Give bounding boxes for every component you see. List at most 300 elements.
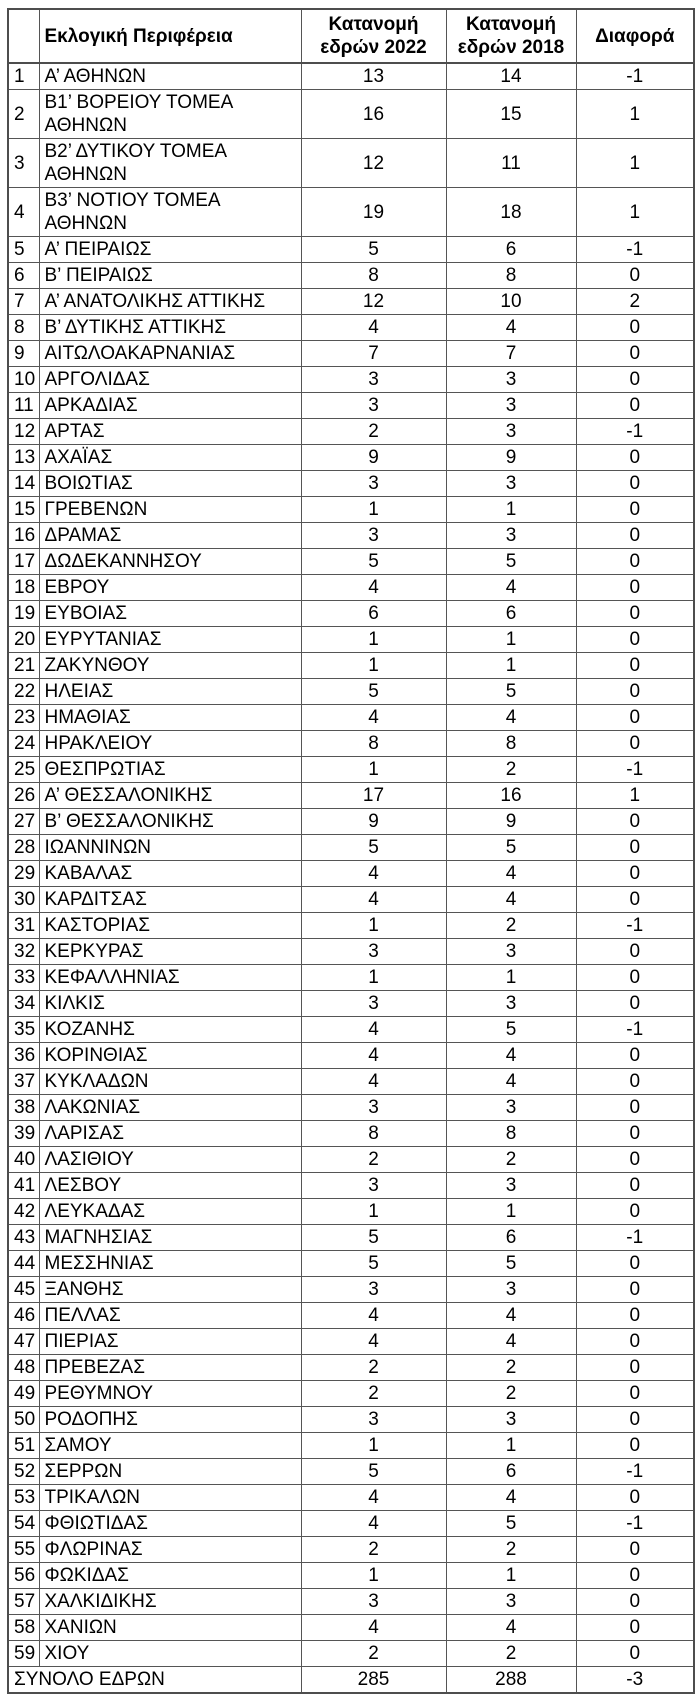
seats-2022-cell: 3 <box>301 367 446 393</box>
seats-2018-cell: 9 <box>446 809 576 835</box>
row-index-cell: 46 <box>8 1303 39 1329</box>
table-row <box>8 835 694 861</box>
row-index-cell: 56 <box>8 1563 39 1589</box>
seats-2022-cell: 1 <box>301 653 446 679</box>
seats-2022-cell: 3 <box>301 1095 446 1121</box>
col-header-seats-2018: Κατανομή εδρών 2018 <box>446 9 576 63</box>
diff-cell: 0 <box>576 549 694 575</box>
district-cell: ΜΑΓΝΗΣΙΑΣ <box>39 1225 301 1251</box>
seats-2018-cell: 5 <box>446 1511 576 1537</box>
seats-2018-cell: 16 <box>446 783 576 809</box>
table-row <box>8 809 694 835</box>
row-index-cell: 54 <box>8 1511 39 1537</box>
diff-cell: 0 <box>576 1641 694 1667</box>
diff-cell: 0 <box>576 627 694 653</box>
district-cell: ΚΑΡΔΙΤΣΑΣ <box>39 887 301 913</box>
table-row <box>8 939 694 965</box>
table-row <box>8 188 694 237</box>
seats-2018-cell: 4 <box>446 1329 576 1355</box>
seats-2022-cell: 12 <box>301 289 446 315</box>
table-row <box>8 1433 694 1459</box>
table-row <box>8 705 694 731</box>
seats-2018-cell: 9 <box>446 445 576 471</box>
row-index-cell: 51 <box>8 1433 39 1459</box>
diff-cell: 0 <box>576 679 694 705</box>
district-cell: ΑΡΓΟΛΙΔΑΣ <box>39 367 301 393</box>
district-cell: ΚΥΚΛΑΔΩΝ <box>39 1069 301 1095</box>
seats-2022-cell: 2 <box>301 1537 446 1563</box>
table-row <box>8 887 694 913</box>
table-row <box>8 90 694 139</box>
seats-2022-cell: 4 <box>301 1329 446 1355</box>
table-row <box>8 1615 694 1641</box>
seats-2022-cell: 5 <box>301 237 446 263</box>
seats-2018-cell: 5 <box>446 549 576 575</box>
district-cell: ΕΒΡΟΥ <box>39 575 301 601</box>
seats-2022-cell: 5 <box>301 1225 446 1251</box>
diff-cell: 1 <box>576 188 694 237</box>
seats-2022-cell: 4 <box>301 575 446 601</box>
seats-2022-cell: 3 <box>301 471 446 497</box>
table-row <box>8 1511 694 1537</box>
seats-2022-cell: 1 <box>301 1563 446 1589</box>
table-row <box>8 1251 694 1277</box>
district-cell: ΛΑΣΙΘΙΟΥ <box>39 1147 301 1173</box>
col-header-index <box>8 9 39 63</box>
diff-cell: 0 <box>576 731 694 757</box>
district-cell: Α’ ΑΝΑΤΟΛΙΚΗΣ ΑΤΤΙΚΗΣ <box>39 289 301 315</box>
table-row <box>8 139 694 188</box>
seats-2018-cell: 4 <box>446 1043 576 1069</box>
district-cell: ΖΑΚΥΝΘΟΥ <box>39 653 301 679</box>
district-cell: ΑΡΤΑΣ <box>39 419 301 445</box>
row-index-cell: 10 <box>8 367 39 393</box>
seats-2022-cell: 5 <box>301 1459 446 1485</box>
table-row <box>8 419 694 445</box>
seats-2018-cell: 3 <box>446 1589 576 1615</box>
district-cell: Α’ ΘΕΣΣΑΛΟΝΙΚΗΣ <box>39 783 301 809</box>
diff-cell: -1 <box>576 757 694 783</box>
table-row <box>8 1459 694 1485</box>
row-index-cell: 59 <box>8 1641 39 1667</box>
district-cell: ΣΕΡΡΩΝ <box>39 1459 301 1485</box>
seats-2018-cell: 1 <box>446 627 576 653</box>
row-index-cell: 33 <box>8 965 39 991</box>
seat-distribution-table <box>7 8 695 1694</box>
diff-cell: 0 <box>576 965 694 991</box>
seats-2018-cell: 5 <box>446 679 576 705</box>
table-row <box>8 263 694 289</box>
seats-2018-cell: 2 <box>446 1381 576 1407</box>
seats-2022-cell: 4 <box>301 1043 446 1069</box>
diff-cell: 0 <box>576 809 694 835</box>
row-index-cell: 25 <box>8 757 39 783</box>
diff-cell: -1 <box>576 237 694 263</box>
diff-cell: 0 <box>576 601 694 627</box>
seats-2018-cell: 14 <box>446 63 576 90</box>
diff-cell: 0 <box>576 1589 694 1615</box>
district-cell: ΚΕΦΑΛΛΗΝΙΑΣ <box>39 965 301 991</box>
table-row <box>8 63 694 90</box>
row-index-cell: 21 <box>8 653 39 679</box>
district-cell: ΡΕΘΥΜΝΟΥ <box>39 1381 301 1407</box>
seats-2018-cell: 5 <box>446 835 576 861</box>
row-index-cell: 5 <box>8 237 39 263</box>
row-index-cell: 26 <box>8 783 39 809</box>
seats-2018-cell: 10 <box>446 289 576 315</box>
table-row <box>8 653 694 679</box>
row-index-cell: 1 <box>8 63 39 90</box>
row-index-cell: 38 <box>8 1095 39 1121</box>
seats-2022-cell: 2 <box>301 1147 446 1173</box>
row-index-cell: 9 <box>8 341 39 367</box>
diff-cell: 0 <box>576 1329 694 1355</box>
diff-cell: 0 <box>576 1303 694 1329</box>
seats-2022-cell: 3 <box>301 1173 446 1199</box>
table-row <box>8 341 694 367</box>
diff-cell: 0 <box>576 1277 694 1303</box>
district-cell: ΠΕΛΛΑΣ <box>39 1303 301 1329</box>
seats-2022-cell: 1 <box>301 627 446 653</box>
seats-2022-cell: 19 <box>301 188 446 237</box>
district-cell: ΗΡΑΚΛΕΙΟΥ <box>39 731 301 757</box>
seats-2018-cell: 3 <box>446 939 576 965</box>
seats-2018-cell: 1 <box>446 1199 576 1225</box>
table-row <box>8 237 694 263</box>
district-cell: ΤΡΙΚΑΛΩΝ <box>39 1485 301 1511</box>
table-row <box>8 601 694 627</box>
diff-cell: 0 <box>576 653 694 679</box>
seats-2018-cell: 3 <box>446 1277 576 1303</box>
diff-cell: 0 <box>576 1069 694 1095</box>
district-cell: ΕΥΒΟΙΑΣ <box>39 601 301 627</box>
district-cell: ΕΥΡΥΤΑΝΙΑΣ <box>39 627 301 653</box>
seats-2022-cell: 13 <box>301 63 446 90</box>
table-row <box>8 731 694 757</box>
diff-cell: 2 <box>576 289 694 315</box>
district-cell: Β’ ΔΥΤΙΚΗΣ ΑΤΤΙΚΗΣ <box>39 315 301 341</box>
district-cell: ΔΡΑΜΑΣ <box>39 523 301 549</box>
seats-2018-cell: 15 <box>446 90 576 139</box>
district-cell: ΓΡΕΒΕΝΩΝ <box>39 497 301 523</box>
seats-2018-cell: 1 <box>446 653 576 679</box>
row-index-cell: 31 <box>8 913 39 939</box>
seats-2022-cell: 5 <box>301 679 446 705</box>
seats-2022-cell: 2 <box>301 1381 446 1407</box>
row-index-cell: 53 <box>8 1485 39 1511</box>
seats-2018-cell: 4 <box>446 1303 576 1329</box>
table-row <box>8 679 694 705</box>
row-index-cell: 3 <box>8 139 39 188</box>
district-cell: ΚΟΖΑΝΗΣ <box>39 1017 301 1043</box>
row-index-cell: 48 <box>8 1355 39 1381</box>
diff-cell: -1 <box>576 419 694 445</box>
district-cell: ΚΕΡΚΥΡΑΣ <box>39 939 301 965</box>
header-row <box>8 9 694 63</box>
district-cell: ΛΑΡΙΣΑΣ <box>39 1121 301 1147</box>
diff-cell: -1 <box>576 1459 694 1485</box>
table-row <box>8 1095 694 1121</box>
diff-cell: -1 <box>576 1017 694 1043</box>
seats-2018-cell: 4 <box>446 1615 576 1641</box>
diff-cell: 0 <box>576 445 694 471</box>
seats-2022-cell: 3 <box>301 991 446 1017</box>
table-row <box>8 289 694 315</box>
seats-2018-cell: 3 <box>446 471 576 497</box>
district-cell: Β1’ ΒΟΡΕΙΟΥ ΤΟΜΕΑ ΑΘΗΝΩΝ <box>39 90 301 139</box>
row-index-cell: 43 <box>8 1225 39 1251</box>
diff-cell: 0 <box>576 1199 694 1225</box>
diff-cell: 1 <box>576 139 694 188</box>
diff-cell: 1 <box>576 783 694 809</box>
district-cell: ΒΟΙΩΤΙΑΣ <box>39 471 301 497</box>
row-index-cell: 27 <box>8 809 39 835</box>
seats-2022-cell: 5 <box>301 835 446 861</box>
seats-2022-cell: 17 <box>301 783 446 809</box>
seats-2022-cell: 8 <box>301 263 446 289</box>
seats-2022-cell: 16 <box>301 90 446 139</box>
diff-cell: -1 <box>576 1225 694 1251</box>
seats-2022-cell: 1 <box>301 1433 446 1459</box>
seats-2018-cell: 1 <box>446 1563 576 1589</box>
seats-2022-cell: 6 <box>301 601 446 627</box>
diff-cell: 0 <box>576 1251 694 1277</box>
table-row <box>8 783 694 809</box>
seats-2022-cell: 4 <box>301 1511 446 1537</box>
seats-2018-cell: 11 <box>446 139 576 188</box>
seats-2018-cell: 2 <box>446 1355 576 1381</box>
seats-2018-cell: 6 <box>446 601 576 627</box>
row-index-cell: 37 <box>8 1069 39 1095</box>
row-index-cell: 55 <box>8 1537 39 1563</box>
seats-2022-cell: 5 <box>301 549 446 575</box>
diff-cell: 0 <box>576 497 694 523</box>
row-index-cell: 16 <box>8 523 39 549</box>
diff-cell: 0 <box>576 393 694 419</box>
district-cell: ΚΑΣΤΟΡΙΑΣ <box>39 913 301 939</box>
table-row <box>8 549 694 575</box>
district-cell: ΑΡΚΑΔΙΑΣ <box>39 393 301 419</box>
table-row <box>8 627 694 653</box>
diff-cell: 0 <box>576 861 694 887</box>
diff-cell: 0 <box>576 991 694 1017</box>
seats-2022-cell: 9 <box>301 809 446 835</box>
seats-2018-cell: 18 <box>446 188 576 237</box>
seats-2022-cell: 9 <box>301 445 446 471</box>
district-cell: Α’ ΠΕΙΡΑΙΩΣ <box>39 237 301 263</box>
total-difference: -3 <box>576 1667 694 1694</box>
district-cell: ΧΑΝΙΩΝ <box>39 1615 301 1641</box>
table-row <box>8 1485 694 1511</box>
district-cell: ΡΟΔΟΠΗΣ <box>39 1407 301 1433</box>
district-cell: ΦΛΩΡΙΝΑΣ <box>39 1537 301 1563</box>
table-body <box>8 63 694 1667</box>
seats-2018-cell: 3 <box>446 991 576 1017</box>
seats-2018-cell: 5 <box>446 1251 576 1277</box>
district-cell: ΚΙΛΚΙΣ <box>39 991 301 1017</box>
col-header-difference: Διαφορά <box>576 9 694 63</box>
seats-2018-cell: 6 <box>446 237 576 263</box>
seats-2018-cell: 3 <box>446 367 576 393</box>
table-row <box>8 497 694 523</box>
row-index-cell: 29 <box>8 861 39 887</box>
table-row <box>8 393 694 419</box>
district-cell: ΠΙΕΡΙΑΣ <box>39 1329 301 1355</box>
row-index-cell: 32 <box>8 939 39 965</box>
table-row <box>8 965 694 991</box>
row-index-cell: 36 <box>8 1043 39 1069</box>
row-index-cell: 58 <box>8 1615 39 1641</box>
seats-2018-cell: 4 <box>446 1069 576 1095</box>
district-cell: ΑΙΤΩΛΟΑΚΑΡΝΑΝΙΑΣ <box>39 341 301 367</box>
diff-cell: 0 <box>576 1147 694 1173</box>
table-row <box>8 445 694 471</box>
district-cell: ΗΜΑΘΙΑΣ <box>39 705 301 731</box>
table-row <box>8 913 694 939</box>
seats-2022-cell: 2 <box>301 1641 446 1667</box>
district-cell: ΦΘΙΩΤΙΔΑΣ <box>39 1511 301 1537</box>
seats-2018-cell: 1 <box>446 497 576 523</box>
district-cell: ΞΑΝΘΗΣ <box>39 1277 301 1303</box>
diff-cell: 0 <box>576 575 694 601</box>
seats-2022-cell: 7 <box>301 341 446 367</box>
row-index-cell: 44 <box>8 1251 39 1277</box>
table-row <box>8 1043 694 1069</box>
table-row <box>8 1407 694 1433</box>
row-index-cell: 4 <box>8 188 39 237</box>
seats-2018-cell: 2 <box>446 757 576 783</box>
row-index-cell: 18 <box>8 575 39 601</box>
diff-cell: 0 <box>576 1121 694 1147</box>
table-row <box>8 1069 694 1095</box>
district-cell: ΚΟΡΙΝΘΙΑΣ <box>39 1043 301 1069</box>
district-cell: ΛΕΥΚΑΔΑΣ <box>39 1199 301 1225</box>
table-row <box>8 1641 694 1667</box>
row-index-cell: 20 <box>8 627 39 653</box>
district-cell: ΦΩΚΙΔΑΣ <box>39 1563 301 1589</box>
seats-2018-cell: 5 <box>446 1017 576 1043</box>
seats-2018-cell: 7 <box>446 341 576 367</box>
row-index-cell: 6 <box>8 263 39 289</box>
seats-2018-cell: 3 <box>446 393 576 419</box>
seats-2022-cell: 4 <box>301 1069 446 1095</box>
total-label: ΣΥΝΟΛΟ ΕΔΡΩΝ <box>8 1667 301 1694</box>
row-index-cell: 24 <box>8 731 39 757</box>
diff-cell: 0 <box>576 1563 694 1589</box>
table-row <box>8 1537 694 1563</box>
seats-2022-cell: 2 <box>301 419 446 445</box>
diff-cell: 0 <box>576 1433 694 1459</box>
row-index-cell: 22 <box>8 679 39 705</box>
row-index-cell: 19 <box>8 601 39 627</box>
seats-2018-cell: 2 <box>446 1537 576 1563</box>
district-cell: ΧΑΛΚΙΔΙΚΗΣ <box>39 1589 301 1615</box>
row-index-cell: 57 <box>8 1589 39 1615</box>
seats-2022-cell: 3 <box>301 393 446 419</box>
diff-cell: 0 <box>576 471 694 497</box>
seats-2022-cell: 12 <box>301 139 446 188</box>
district-cell: Β2’ ΔΥΤΙΚΟΥ ΤΟΜΕΑ ΑΘΗΝΩΝ <box>39 139 301 188</box>
diff-cell: 0 <box>576 1095 694 1121</box>
district-cell: ΧΙΟΥ <box>39 1641 301 1667</box>
district-cell: ΛΑΚΩΝΙΑΣ <box>39 1095 301 1121</box>
seats-2022-cell: 1 <box>301 1199 446 1225</box>
district-cell: ΔΩΔΕΚΑΝΝΗΣΟΥ <box>39 549 301 575</box>
total-seats-2022: 285 <box>301 1667 446 1694</box>
seats-2022-cell: 8 <box>301 1121 446 1147</box>
row-index-cell: 12 <box>8 419 39 445</box>
seats-2022-cell: 4 <box>301 315 446 341</box>
seats-2022-cell: 3 <box>301 523 446 549</box>
diff-cell: 0 <box>576 1537 694 1563</box>
seats-2022-cell: 1 <box>301 757 446 783</box>
table-row <box>8 1355 694 1381</box>
row-index-cell: 47 <box>8 1329 39 1355</box>
total-seats-2018: 288 <box>446 1667 576 1694</box>
seats-2018-cell: 4 <box>446 575 576 601</box>
col-header-seats-2022: Κατανομή εδρών 2022 <box>301 9 446 63</box>
row-index-cell: 2 <box>8 90 39 139</box>
district-cell: Β’ ΘΕΣΣΑΛΟΝΙΚΗΣ <box>39 809 301 835</box>
seats-2018-cell: 4 <box>446 861 576 887</box>
diff-cell: 0 <box>576 1043 694 1069</box>
diff-cell: 0 <box>576 367 694 393</box>
table-row <box>8 1381 694 1407</box>
row-index-cell: 7 <box>8 289 39 315</box>
diff-cell: 0 <box>576 1485 694 1511</box>
diff-cell: -1 <box>576 913 694 939</box>
table-row <box>8 471 694 497</box>
table-row <box>8 757 694 783</box>
district-cell: Α’ ΑΘΗΝΩΝ <box>39 63 301 90</box>
diff-cell: 0 <box>576 1381 694 1407</box>
district-cell: ΚΑΒΑΛΑΣ <box>39 861 301 887</box>
seats-2018-cell: 3 <box>446 523 576 549</box>
total-row <box>8 1667 694 1694</box>
diff-cell: 0 <box>576 263 694 289</box>
table-row <box>8 1121 694 1147</box>
seats-2018-cell: 8 <box>446 731 576 757</box>
diff-cell: 0 <box>576 939 694 965</box>
district-cell: ΜΕΣΣΗΝΙΑΣ <box>39 1251 301 1277</box>
seats-2018-cell: 3 <box>446 1407 576 1433</box>
diff-cell: 0 <box>576 1355 694 1381</box>
row-index-cell: 23 <box>8 705 39 731</box>
diff-cell: 0 <box>576 1173 694 1199</box>
table-row <box>8 1225 694 1251</box>
seats-2018-cell: 4 <box>446 705 576 731</box>
district-cell: ΑΧΑΪΑΣ <box>39 445 301 471</box>
seats-2018-cell: 2 <box>446 1641 576 1667</box>
row-index-cell: 42 <box>8 1199 39 1225</box>
seats-2022-cell: 5 <box>301 1251 446 1277</box>
table-row <box>8 523 694 549</box>
seats-2022-cell: 4 <box>301 861 446 887</box>
seats-2018-cell: 8 <box>446 1121 576 1147</box>
seats-2022-cell: 2 <box>301 1355 446 1381</box>
seats-2022-cell: 4 <box>301 1017 446 1043</box>
district-cell: ΛΕΣΒΟΥ <box>39 1173 301 1199</box>
seats-2022-cell: 4 <box>301 887 446 913</box>
col-header-district: Εκλογική Περιφέρεια <box>39 9 301 63</box>
seats-2018-cell: 8 <box>446 263 576 289</box>
seats-2018-cell: 3 <box>446 1095 576 1121</box>
seats-2018-cell: 3 <box>446 419 576 445</box>
row-index-cell: 30 <box>8 887 39 913</box>
table-row <box>8 1173 694 1199</box>
row-index-cell: 17 <box>8 549 39 575</box>
table-row <box>8 1563 694 1589</box>
